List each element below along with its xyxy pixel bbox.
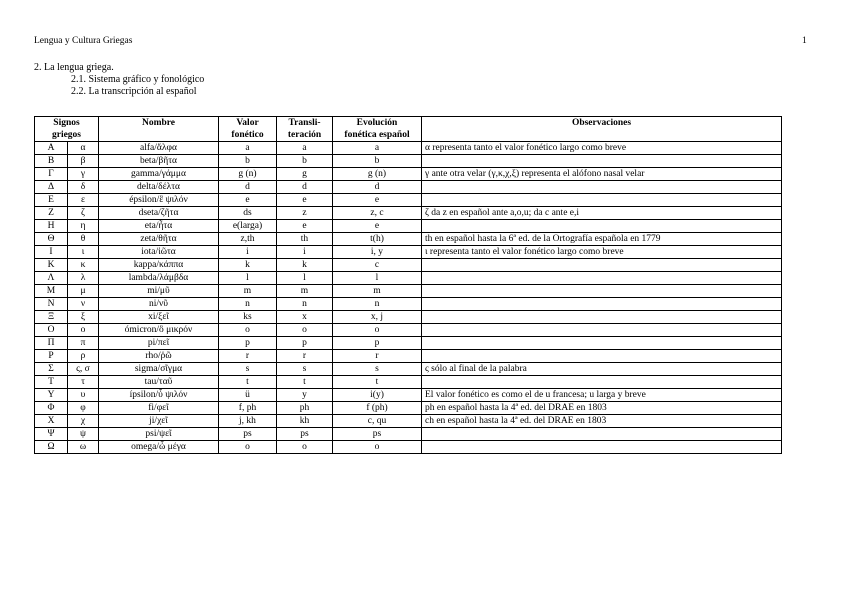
spanish-evolution: z, c: [333, 207, 422, 220]
header-signs: [35, 117, 99, 142]
table-row: [35, 324, 782, 337]
table-row: [35, 194, 782, 207]
letter-lowercase: α: [68, 142, 99, 155]
transliteration: s: [277, 363, 333, 376]
spanish-evolution: m: [333, 285, 422, 298]
letter-name: mi/μῦ: [99, 285, 219, 298]
table-row: [35, 350, 782, 363]
transliteration: kh: [277, 415, 333, 428]
letter-name: fi/φεῖ: [99, 402, 219, 415]
table-row: [35, 337, 782, 350]
transliteration: g: [277, 168, 333, 181]
phonetic-value: ds: [219, 207, 277, 220]
letter-name: kappa/κάππα: [99, 259, 219, 272]
transliteration: th: [277, 233, 333, 246]
transliteration: e: [277, 220, 333, 233]
observation: [422, 350, 782, 363]
table-row: [35, 207, 782, 220]
letter-name: rho/ῥῶ: [99, 350, 219, 363]
header-value-line2: fonético: [231, 130, 264, 140]
transliteration: a: [277, 142, 333, 155]
spanish-evolution: s: [333, 363, 422, 376]
observation: [422, 376, 782, 389]
letter-name: omega/ὦ μέγα: [99, 441, 219, 454]
observation: ζ da z en español ante a,o,u; da c ante e,i: [422, 207, 782, 220]
phonetic-value: z,th: [219, 233, 277, 246]
table-header-row: [35, 117, 782, 142]
letter-name: alfa/ἄλφα: [99, 142, 219, 155]
letter-lowercase: θ: [68, 233, 99, 246]
observation: [422, 285, 782, 298]
spanish-evolution: i(y): [333, 389, 422, 402]
letter-uppercase: Σ: [35, 363, 68, 376]
spanish-evolution: n: [333, 298, 422, 311]
letter-lowercase: ε: [68, 194, 99, 207]
letter-uppercase: Α: [35, 142, 68, 155]
letter-lowercase: ο: [68, 324, 99, 337]
header-evolution: [333, 117, 422, 142]
spanish-evolution: p: [333, 337, 422, 350]
phonetic-value: m: [219, 285, 277, 298]
letter-name: ómicron/ὂ μικρόν: [99, 324, 219, 337]
letter-uppercase: Ο: [35, 324, 68, 337]
spanish-evolution: ps: [333, 428, 422, 441]
phonetic-value: b: [219, 155, 277, 168]
phonetic-value: a: [219, 142, 277, 155]
spanish-evolution: o: [333, 324, 422, 337]
table-row: [35, 220, 782, 233]
table-row: [35, 441, 782, 454]
header-name: Nombre: [99, 117, 219, 142]
letter-lowercase: δ: [68, 181, 99, 194]
observation: [422, 298, 782, 311]
transliteration: i: [277, 246, 333, 259]
observation: El valor fonético es como el de u francesa; u larga y breve: [422, 389, 782, 402]
header-observations: Observaciones: [422, 117, 782, 142]
header-translit-line2: teración: [287, 130, 322, 140]
letter-uppercase: Θ: [35, 233, 68, 246]
table-row: [35, 402, 782, 415]
letter-lowercase: μ: [68, 285, 99, 298]
phonetic-value: ks: [219, 311, 277, 324]
table-row: [35, 298, 782, 311]
table-row: [35, 181, 782, 194]
letter-name: beta/βῆτα: [99, 155, 219, 168]
letter-lowercase: ψ: [68, 428, 99, 441]
observation: [422, 194, 782, 207]
phonetic-value: e(larga): [219, 220, 277, 233]
letter-lowercase: ω: [68, 441, 99, 454]
spanish-evolution: r: [333, 350, 422, 363]
letter-uppercase: Δ: [35, 181, 68, 194]
letter-name: ji/χεῖ: [99, 415, 219, 428]
phonetic-value: ps: [219, 428, 277, 441]
letter-lowercase: γ: [68, 168, 99, 181]
page-number: 1: [802, 36, 807, 46]
observation: [422, 441, 782, 454]
transliteration: d: [277, 181, 333, 194]
letter-lowercase: ν: [68, 298, 99, 311]
letter-name: gamma/γάμμα: [99, 168, 219, 181]
phonetic-value: n: [219, 298, 277, 311]
observation: γ ante otra velar (γ,κ,χ,ξ) representa el alófono nasal velar: [422, 168, 782, 181]
transliteration: x: [277, 311, 333, 324]
table-row: [35, 415, 782, 428]
phonetic-value: i: [219, 246, 277, 259]
observation: α representa tanto el valor fonético largo como breve: [422, 142, 782, 155]
table-row: [35, 168, 782, 181]
transliteration: r: [277, 350, 333, 363]
letter-lowercase: λ: [68, 272, 99, 285]
letter-name: lambda/λάμβδα: [99, 272, 219, 285]
subsection-heading-2: 2.2. La transcripción al español: [71, 86, 197, 97]
transliteration: ph: [277, 402, 333, 415]
header-translit-line1: Transli-: [288, 118, 321, 128]
letter-uppercase: Ν: [35, 298, 68, 311]
spanish-evolution: o: [333, 441, 422, 454]
letter-name: sigma/σῖγμα: [99, 363, 219, 376]
table-row: [35, 363, 782, 376]
table-row: [35, 285, 782, 298]
letter-lowercase: τ: [68, 376, 99, 389]
phonetic-value: d: [219, 181, 277, 194]
observation: ς sólo al final de la palabra: [422, 363, 782, 376]
spanish-evolution: i, y: [333, 246, 422, 259]
letter-uppercase: Ρ: [35, 350, 68, 363]
letter-lowercase: χ: [68, 415, 99, 428]
document-header-title: Lengua y Cultura Griegas: [34, 36, 133, 46]
phonetic-value: f, ph: [219, 402, 277, 415]
transliteration: o: [277, 324, 333, 337]
letter-lowercase: β: [68, 155, 99, 168]
table-row: [35, 155, 782, 168]
table-row: [35, 376, 782, 389]
letter-uppercase: Φ: [35, 402, 68, 415]
transliteration: t: [277, 376, 333, 389]
transliteration: ps: [277, 428, 333, 441]
letter-lowercase: φ: [68, 402, 99, 415]
transliteration: n: [277, 298, 333, 311]
observation: ι representa tanto el valor fonético largo como breve: [422, 246, 782, 259]
letter-name: ni/νῦ: [99, 298, 219, 311]
table-row: [35, 233, 782, 246]
letter-name: pi/πεῖ: [99, 337, 219, 350]
observation: [422, 272, 782, 285]
spanish-evolution: c: [333, 259, 422, 272]
observation: [422, 337, 782, 350]
phonetic-value: k: [219, 259, 277, 272]
spanish-evolution: f (ph): [333, 402, 422, 415]
table-body: [35, 142, 782, 454]
phonetic-value: l: [219, 272, 277, 285]
section-main-heading: 2. La lengua griega.: [34, 62, 114, 73]
transliteration: o: [277, 441, 333, 454]
letter-lowercase: κ: [68, 259, 99, 272]
spanish-evolution: b: [333, 155, 422, 168]
letter-uppercase: Π: [35, 337, 68, 350]
observation: [422, 311, 782, 324]
table-row: [35, 142, 782, 155]
transliteration: y: [277, 389, 333, 402]
observation: [422, 181, 782, 194]
letter-name: épsilon/ἒ ψιλόν: [99, 194, 219, 207]
letter-name: zeta/θῆτα: [99, 233, 219, 246]
transliteration: m: [277, 285, 333, 298]
observation: ph en español hasta la 4ª ed. del DRAE en 1803: [422, 402, 782, 415]
phonetic-value: ü: [219, 389, 277, 402]
letter-lowercase: π: [68, 337, 99, 350]
phonetic-value: p: [219, 337, 277, 350]
transliteration: e: [277, 194, 333, 207]
letter-uppercase: Γ: [35, 168, 68, 181]
table-row: [35, 389, 782, 402]
observation: [422, 428, 782, 441]
phonetic-value: e: [219, 194, 277, 207]
phonetic-value: s: [219, 363, 277, 376]
letter-uppercase: Ζ: [35, 207, 68, 220]
spanish-evolution: d: [333, 181, 422, 194]
header-evolution-line1: Evolución: [356, 118, 398, 128]
table-row: [35, 428, 782, 441]
header-evolution-line2: fonética español: [344, 130, 410, 140]
letter-uppercase: Β: [35, 155, 68, 168]
table-row: [35, 311, 782, 324]
header-value: [219, 117, 277, 142]
letter-name: eta/ἦτα: [99, 220, 219, 233]
spanish-evolution: x, j: [333, 311, 422, 324]
subsection-heading-1: 2.1. Sistema gráfico y fonológico: [71, 74, 205, 85]
header-transliteration: [277, 117, 333, 142]
letter-uppercase: Τ: [35, 376, 68, 389]
phonetic-value: g (n): [219, 168, 277, 181]
letter-lowercase: ρ: [68, 350, 99, 363]
spanish-evolution: t: [333, 376, 422, 389]
letter-uppercase: Ω: [35, 441, 68, 454]
table-row: [35, 246, 782, 259]
phonetic-value: j, kh: [219, 415, 277, 428]
letter-uppercase: Ε: [35, 194, 68, 207]
transliteration: b: [277, 155, 333, 168]
letter-uppercase: Χ: [35, 415, 68, 428]
letter-name: delta/δέλτα: [99, 181, 219, 194]
letter-name: xi/ξεῖ: [99, 311, 219, 324]
observation: [422, 220, 782, 233]
observation: ch en español hasta la 4ª ed. del DRAE en 1803: [422, 415, 782, 428]
greek-alphabet-table: [34, 116, 782, 454]
table-row: [35, 259, 782, 272]
letter-uppercase: Λ: [35, 272, 68, 285]
spanish-evolution: a: [333, 142, 422, 155]
spanish-evolution: t(h): [333, 233, 422, 246]
header-signs-line1: Signos: [53, 118, 80, 128]
transliteration: p: [277, 337, 333, 350]
header-value-line1: Valor: [236, 118, 259, 128]
spanish-evolution: g (n): [333, 168, 422, 181]
phonetic-value: t: [219, 376, 277, 389]
transliteration: l: [277, 272, 333, 285]
letter-uppercase: Κ: [35, 259, 68, 272]
letter-uppercase: Ι: [35, 246, 68, 259]
header-signs-line2: griegos: [51, 130, 82, 140]
letter-name: dseta/ζῆτα: [99, 207, 219, 220]
phonetic-value: o: [219, 441, 277, 454]
letter-lowercase: υ: [68, 389, 99, 402]
letter-uppercase: Ψ: [35, 428, 68, 441]
spanish-evolution: e: [333, 194, 422, 207]
observation: [422, 155, 782, 168]
observation: th en español hasta la 6ª ed. de la Ortografía española en 1779: [422, 233, 782, 246]
spanish-evolution: e: [333, 220, 422, 233]
letter-name: ípsilon/ὖ ψιλόν: [99, 389, 219, 402]
table-row: [35, 272, 782, 285]
phonetic-value: r: [219, 350, 277, 363]
letter-uppercase: Ξ: [35, 311, 68, 324]
letter-name: tau/ταῦ: [99, 376, 219, 389]
spanish-evolution: c, qu: [333, 415, 422, 428]
letter-uppercase: Η: [35, 220, 68, 233]
letter-uppercase: Μ: [35, 285, 68, 298]
letter-name: psi/ψεῖ: [99, 428, 219, 441]
spanish-evolution: l: [333, 272, 422, 285]
transliteration: k: [277, 259, 333, 272]
letter-uppercase: Υ: [35, 389, 68, 402]
letter-lowercase: ς, σ: [68, 363, 99, 376]
transliteration: z: [277, 207, 333, 220]
letter-lowercase: ζ: [68, 207, 99, 220]
letter-lowercase: η: [68, 220, 99, 233]
phonetic-value: o: [219, 324, 277, 337]
letter-lowercase: ξ: [68, 311, 99, 324]
letter-lowercase: ι: [68, 246, 99, 259]
observation: [422, 259, 782, 272]
observation: [422, 324, 782, 337]
section-headings: [34, 62, 204, 98]
letter-name: iota/ἰῶτα: [99, 246, 219, 259]
